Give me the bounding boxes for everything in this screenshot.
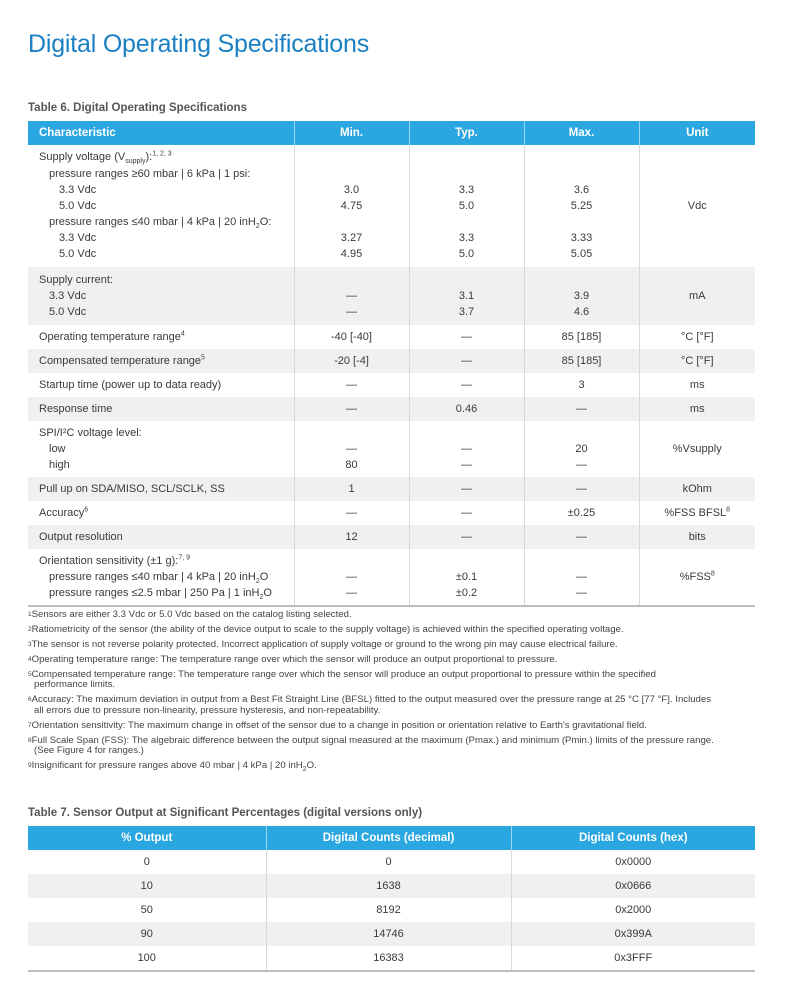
- sensor-output-percentages-table: [28, 826, 755, 972]
- supply-voltage-label: Supply voltage $(V_{supply}):^{1, 2, 3}$ pressure ranges ≥60 mbar | 6 kPa | 1 psi: 3.3 Vdc 5.0 Vdc pressure ranges ≤40 mbar | 4 kPa | 20 inH$_2$O: 3.3 Vdc 5.0 Vdc: [39, 150, 272, 261]
- table-row: [28, 898, 755, 922]
- header-max: Max.: [524, 121, 639, 145]
- header-digital-counts-hex: Digital Counts (hex): [511, 826, 755, 850]
- output-resolution-label: Output resolution: [28, 525, 294, 549]
- hex-counts-cell: 0x0000: [511, 850, 755, 874]
- pull-up-unit: kOhm: [639, 477, 755, 501]
- footnote: $^6$Accuracy: The maximum deviation in output from a Best Fit Straight Line (BFSL) fitted to the output measured over the pressure range at 25 °C [77 °F]. Includes all errors due to pressure non-linearity, pressure hysteresis, and non-repeatability.: [28, 694, 712, 716]
- compensated-temperature-unit: °C [°F]: [639, 349, 755, 373]
- accuracy-min: —: [294, 501, 409, 525]
- table-row: [28, 922, 755, 946]
- row-operating-temperature: [28, 325, 755, 349]
- row-pull-up: [28, 477, 755, 501]
- output-resolution-min: 12: [294, 525, 409, 549]
- decimal-counts-cell: 16383: [266, 946, 511, 971]
- row-supply-current: [28, 267, 755, 325]
- accuracy-unit: %FSS BFSL$^8$: [639, 501, 755, 525]
- hex-counts-cell: 0x3FFF: [511, 946, 755, 971]
- table6-caption: Table 6. Digital Operating Specifications: [28, 102, 247, 114]
- pull-up-max: —: [524, 477, 639, 501]
- table-row: [28, 850, 755, 874]
- operating-temperature-typ: —: [409, 325, 524, 349]
- footnote: $^2$Ratiometricity of the sensor (the ability of the device output to scale to the supply voltage) is achieved within the specified operating voltage.: [28, 624, 624, 635]
- response-time-unit: ms: [639, 397, 755, 421]
- supply-current-label: Supply current: 3.3 Vdc 5.0 Vdc: [28, 267, 294, 325]
- row-output-resolution: [28, 525, 755, 549]
- row-supply-voltage: [28, 145, 755, 267]
- spi-i2c-label: SPI/I²C voltage level: low high: [39, 426, 142, 472]
- hex-counts-cell: 0x399A: [511, 922, 755, 946]
- header-min: Min.: [294, 121, 409, 145]
- operating-temperature-max: 85 [185]: [524, 325, 639, 349]
- supply-voltage-typ: 3.3 5.0 3.3 5.0: [409, 145, 524, 267]
- compensated-temperature-max: 85 [185]: [524, 349, 639, 373]
- header-percent-output: % Output: [28, 826, 266, 850]
- startup-time-label: Startup time (power up to data ready): [39, 379, 222, 391]
- table-row: [28, 874, 755, 898]
- supply-voltage-max: 3.6 5.25 3.33 5.05: [524, 145, 639, 267]
- header-typ: Typ.: [409, 121, 524, 145]
- pull-up-min: 1: [294, 477, 409, 501]
- footnote: $^3$The sensor is not reverse polarity protected. Incorrect application of supply voltage or ground to the wrong pin may cause electrical failure.: [28, 639, 618, 650]
- decimal-counts-cell: 14746: [266, 922, 511, 946]
- compensated-temperature-min: -20 [-4]: [294, 349, 409, 373]
- pull-up-typ: —: [409, 477, 524, 501]
- hex-counts-cell: 0x2000: [511, 898, 755, 922]
- pull-up-label: Pull up on SDA/MISO, SCL/SCLK, SS: [28, 477, 294, 501]
- operating-temperature-label: Operating temperature range$^4$: [39, 330, 185, 343]
- startup-time-max: 3: [524, 373, 639, 397]
- spi-i2c-unit: %Vsupply: [639, 421, 755, 477]
- accuracy-max: ±0.25: [524, 501, 639, 525]
- footnote: $^9$Insignificant for pressure ranges above 40 mbar | 4 kPa | 20 inH$_2$O.: [28, 760, 317, 774]
- response-time-typ: 0.46: [409, 397, 524, 421]
- percent-output-cell: 0: [143, 856, 150, 868]
- compensated-temperature-typ: —: [409, 349, 524, 373]
- startup-time-typ: —: [409, 373, 524, 397]
- row-response-time: [28, 397, 755, 421]
- row-orientation-sensitivity: [28, 549, 755, 606]
- supply-voltage-min: 3.0 4.75 3.27 4.95: [294, 145, 409, 267]
- supply-voltage-unit: Vdc: [639, 145, 755, 267]
- spi-i2c-max: 20 —: [524, 421, 639, 477]
- spi-i2c-typ: — —: [409, 421, 524, 477]
- supply-current-unit: mA: [639, 267, 755, 325]
- row-accuracy: [28, 501, 755, 525]
- percent-output-cell: 100: [28, 946, 266, 971]
- startup-time-min: —: [294, 373, 409, 397]
- output-resolution-max: —: [524, 525, 639, 549]
- footnotes: [28, 610, 758, 776]
- digital-operating-specs-table: [28, 121, 755, 607]
- operating-temperature-min: -40 [-40]: [294, 325, 409, 349]
- table-row: [28, 946, 755, 971]
- response-time-max: —: [524, 397, 639, 421]
- footnote: $^8$Full Scale Span (FSS): The algebraic difference between the output signal measured at the maximum (Pmax.) and minimum (Pmin.) limits of the pressure range. (See Figure 4 for ranges.): [28, 734, 714, 757]
- orientation-sensitivity-typ: ±0.1 ±0.2: [409, 549, 524, 606]
- table6-header-row: [28, 121, 755, 145]
- startup-time-unit: ms: [639, 373, 755, 397]
- compensated-temperature-label: Compensated temperature range$^5$: [28, 349, 294, 373]
- footnote: $^4$Operating temperature range: The temperature range over which the sensor will produce an output proportional to pressure.: [28, 654, 558, 665]
- header-unit: Unit: [639, 121, 755, 145]
- hex-counts-cell: 0x0666: [511, 874, 755, 898]
- spi-i2c-min: — 80: [294, 421, 409, 477]
- footnote: $^1$Sensors are either 3.3 Vdc or 5.0 Vdc based on the catalog listing selected.: [28, 609, 352, 620]
- decimal-counts-cell: 0: [266, 850, 511, 874]
- supply-current-max: 3.9 4.6: [524, 267, 639, 325]
- percent-output-cell: 90: [28, 922, 266, 946]
- orientation-sensitivity-unit: %FSS$^8$: [639, 549, 755, 606]
- accuracy-label: Accuracy$^6$: [39, 506, 89, 519]
- decimal-counts-cell: 8192: [266, 898, 511, 922]
- page-title: Digital Operating Specifications: [28, 30, 369, 58]
- orientation-sensitivity-min: — —: [294, 549, 409, 606]
- footnote: $^5$Compensated temperature range: The temperature range over which the sensor will produce an output proportional to pressure within the specified performance limits.: [28, 669, 656, 691]
- orientation-sensitivity-max: — —: [524, 549, 639, 606]
- footnote: $^7$Orientation sensitivity: The maximum change in offset of the sensor due to a change in position or orientation relative to Earth's gravitational field.: [28, 719, 647, 731]
- orientation-sensitivity-label: Orientation sensitivity (±1 g):$^{7, 9}$ pressure ranges ≤40 mbar | 4 kPa | 20 inH$_2$O pressure ranges ≤2.5 mbar | 250 Pa | 1 inH$_2$O: [28, 549, 294, 606]
- supply-current-min: — —: [294, 267, 409, 325]
- accuracy-typ: —: [409, 501, 524, 525]
- output-resolution-typ: —: [409, 525, 524, 549]
- header-characteristic: Characteristic: [28, 121, 294, 145]
- row-compensated-temperature: [28, 349, 755, 373]
- response-time-min: —: [294, 397, 409, 421]
- supply-current-typ: 3.1 3.7: [409, 267, 524, 325]
- header-digital-counts-decimal: Digital Counts (decimal): [266, 826, 511, 850]
- table7-header-row: [28, 826, 755, 850]
- response-time-label: Response time: [28, 397, 294, 421]
- output-resolution-unit: bits: [639, 525, 755, 549]
- decimal-counts-cell: 1638: [266, 874, 511, 898]
- row-startup-time: [28, 373, 755, 397]
- percent-output-cell: 50: [140, 904, 153, 916]
- row-spi-i2c-voltage-level: [28, 421, 755, 477]
- table7-caption: Table 7. Sensor Output at Significant Percentages (digital versions only): [28, 807, 423, 819]
- percent-output-cell: 10: [28, 874, 266, 898]
- operating-temperature-unit: °C [°F]: [639, 325, 755, 349]
